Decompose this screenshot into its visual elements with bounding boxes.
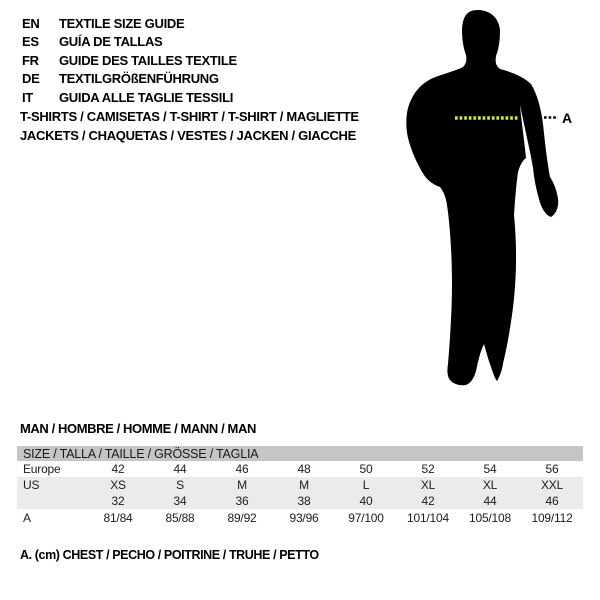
language-code: FR [22, 52, 39, 68]
size-cell: XS [87, 477, 149, 493]
size-cell: M [273, 477, 335, 493]
language-list [22, 15, 237, 107]
size-cell: 85/88 [165, 510, 195, 525]
language-title: TEXTILGRÖßENFÜHRUNG [59, 71, 219, 87]
language-row-it [22, 89, 237, 107]
size-cell: 38 [273, 493, 335, 509]
language-code: IT [22, 89, 33, 105]
language-row-de [22, 70, 237, 88]
row-label: A [23, 510, 31, 525]
size-cell: 44 [459, 493, 521, 509]
size-cell: 46 [235, 462, 249, 476]
language-code: EN [22, 16, 40, 31]
size-cell: 44 [173, 462, 187, 476]
size-cell: 81/84 [103, 510, 133, 525]
size-cell: XXL [521, 477, 583, 493]
language-title: GUIDE DES TAILLES TEXTILE [59, 52, 237, 68]
category-jackets: JACKETS / CHAQUETAS / VESTES / JACKEN / GIACCHE [20, 127, 356, 143]
size-cell: 32 [87, 493, 149, 509]
category-list [20, 108, 359, 145]
language-title: GUIDA ALLE TAGLIE TESSILI [59, 89, 234, 105]
size-cell: 56 [545, 462, 559, 476]
language-code: ES [22, 34, 39, 50]
size-cell: 97/100 [348, 510, 384, 525]
size-cell: 50 [359, 462, 373, 476]
size-cell: M [211, 477, 273, 493]
language-title: GUÍA DE TALLAS [59, 34, 163, 50]
language-row-es [22, 33, 237, 51]
table-row-numeric [17, 493, 583, 509]
language-title: TEXTILE SIZE GUIDE [59, 16, 185, 31]
size-cell: 89/92 [227, 510, 257, 525]
language-row-en [22, 15, 237, 33]
size-table-header-row [17, 446, 583, 461]
table-row-europe [17, 461, 583, 477]
size-table [17, 446, 583, 526]
size-cell: 105/108 [469, 510, 511, 525]
size-cell: 48 [297, 462, 311, 476]
man-silhouette-figure [395, 0, 600, 400]
size-cell: L [335, 477, 397, 493]
section-title-man: MAN / HOMBRE / HOMME / MANN / MAN [20, 421, 256, 436]
size-cell: XL [459, 477, 521, 493]
size-cell: 42 [111, 462, 125, 476]
row-label: Europe [23, 462, 61, 476]
table-row-chest [17, 509, 583, 526]
size-cell: XL [397, 477, 459, 493]
row-label [17, 493, 87, 509]
language-code: DE [22, 71, 40, 87]
size-cell: 93/96 [289, 510, 319, 525]
size-cell: 46 [521, 493, 583, 509]
category-tshirts: T-SHIRTS / CAMISETAS / T-SHIRT / T-SHIRT / MAGLIETTE [20, 109, 359, 124]
measure-label-a: A [562, 110, 573, 126]
size-cell: 109/112 [531, 510, 573, 525]
size-cell: 52 [421, 462, 435, 476]
measurement-footnote: A. (cm) CHEST / PECHO / POITRINE / TRUHE / PETTO [20, 548, 319, 562]
table-row-us [17, 477, 583, 493]
size-cell: 101/104 [407, 510, 449, 525]
size-cell: 34 [149, 493, 211, 509]
language-row-fr [22, 52, 237, 70]
size-table-header: SIZE / TALLA / TAILLE / GRÖSSE / TAGLIA [17, 446, 583, 461]
size-cell: S [149, 477, 211, 493]
size-cell: 36 [211, 493, 273, 509]
size-cell: 54 [483, 462, 497, 476]
size-cell: 42 [397, 493, 459, 509]
man-silhouette [406, 10, 558, 385]
row-label: US [17, 477, 87, 493]
size-cell: 40 [335, 493, 397, 509]
